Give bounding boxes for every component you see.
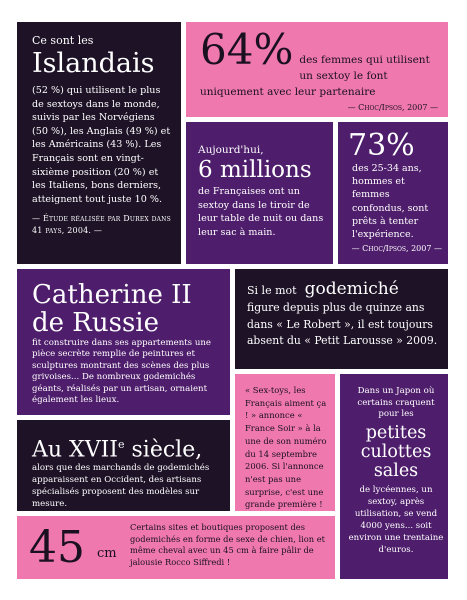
islandais-source: — Étude réalisée par Durex dans 41 pays, 2004. — (32, 214, 171, 236)
cm45-unit: cm (97, 546, 117, 561)
millions-box (186, 122, 333, 264)
robert-body: figure depuis plus de quinze ans dans « Le Robert », il est toujours absent du « Petit Larousse » 2009. (247, 301, 438, 347)
siecle-body: alors que des marchands de godemichés apparaissent en Occident, des artisans spécialisés proposent des modèles sur mesure. (32, 463, 210, 509)
stat73-source: — Choc/Ipsos, 2007 — (351, 244, 442, 254)
millions-body: de Françaises ont un sextoy dans le tiroir de leur table de nuit ou dans leur sac à main. (198, 186, 324, 238)
stat73-number: 73% (348, 128, 415, 163)
islandais-box (17, 22, 181, 264)
islandais-body: (52 %) qui utilisent le plus de sextoys dans le monde, suivis par les Norvégiens (50 %), les Anglais (49 %) et les Américains (43 %). Les Français sont en vingt-sixième position (20 %) et les Italiens, bons derniers, atteignent tout juste 10 %. (32, 85, 171, 205)
francesoir-box (235, 374, 335, 511)
stat73-body: des 25-34 ans, hommes et femmes confondus, sont prêts à tenter l'expérience. (352, 163, 429, 241)
siecle-title-main: Au XVII (32, 437, 118, 463)
siecle-title-end: siècle, (124, 437, 203, 463)
stat64-source: — Choc/Ipsos, 2007 — (347, 103, 438, 112)
millions-lead: Aujourd'hui, (198, 144, 264, 156)
islandais-title: Islandais (32, 48, 155, 79)
robert-word: godemiché (304, 279, 399, 299)
catherine-box (17, 269, 230, 415)
japon-title: petites culottes sales (360, 422, 432, 481)
stat64-number: 64% (200, 25, 294, 74)
francesoir-body: « Sex-toys, les Français aiment ça ! » annonce « France Soir » à la une de son numéro du 14 septembre 2006. Si l'annonce n'est pas une surprise, c'est une grande première ! (245, 385, 327, 510)
siecle-title (32, 432, 222, 463)
stat73-box (338, 122, 448, 264)
japon-body: de lycéennes, un sextoy, après utilisation, se vend 4000 yens... soit environ une trentaine d'euros. (348, 484, 444, 555)
robert-box (235, 269, 448, 369)
siecle-box (17, 420, 230, 511)
japon-lead: Dans un Japon où certains craquent pour les (357, 386, 435, 420)
cm45-box (17, 516, 335, 579)
japon-box (340, 374, 448, 579)
siecle-title-sup: e (117, 438, 125, 451)
catherine-title-2: de Russie (32, 308, 160, 338)
islandais-lead: Ce sont les (32, 34, 94, 47)
robert-pre: Si le mot (247, 284, 297, 297)
stat64-text: des femmes qui utilisent un sextoy le font uniquement avec leur partenaire (200, 54, 430, 98)
catherine-body: fit construire dans ses appartements une pièce secrète remplie de peintures et sculptures montrant des scènes des plus grivoises... De nombreux godemichés géants, réalisés par un artisan, ornaient également les lieux. (32, 338, 211, 406)
millions-title: 6 millions (198, 157, 312, 183)
catherine-title-1: Catherine II (32, 280, 192, 310)
stat64-box (186, 22, 448, 117)
cm45-number: 45 (29, 522, 85, 573)
cm45-body: Certains sites et boutiques proposent des godemichés en forme de sexe de chien, lion et même cheval avec un 45 cm à faire pâlir de jalousie Rocco Siffredi ! (130, 522, 325, 567)
